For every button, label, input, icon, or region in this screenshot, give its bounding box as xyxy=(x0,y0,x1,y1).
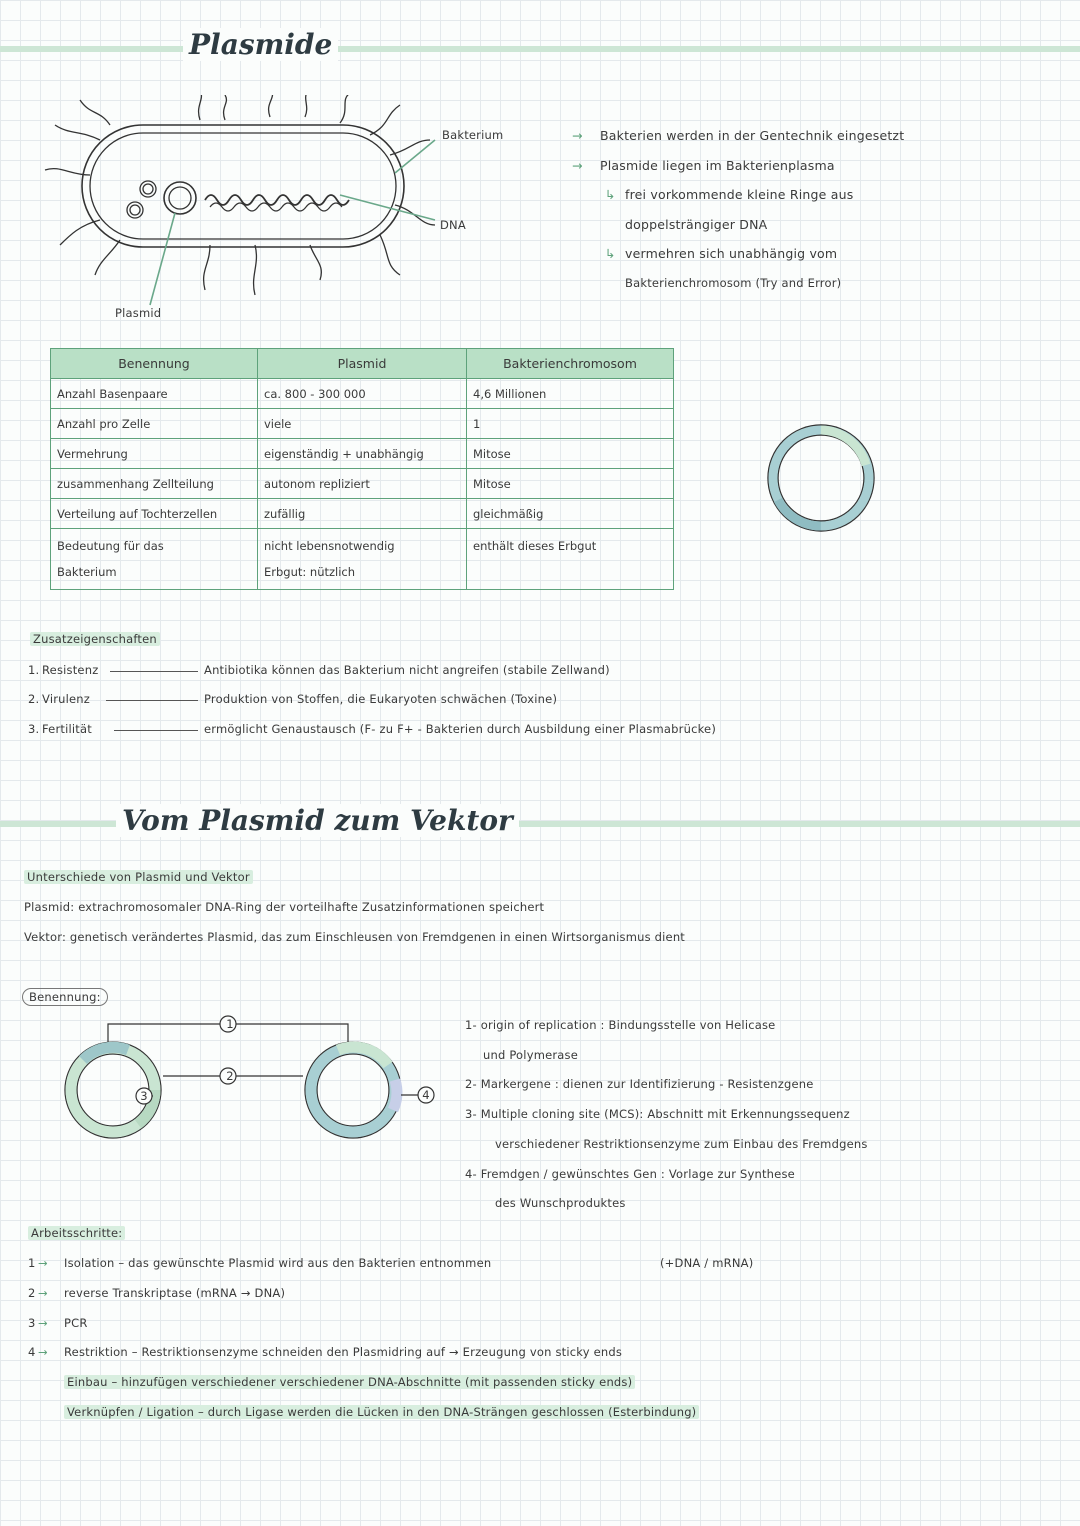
extra-desc: ermöglicht Genaustausch (F- zu F+ - Bakterien durch Ausbildung einer Plasmabrücke) xyxy=(204,722,717,736)
benennung-label: Benennung: xyxy=(22,988,108,1006)
table-cell: zufällig xyxy=(258,499,467,529)
sub-bullet-arrow: ↳ xyxy=(605,187,616,202)
flagellum xyxy=(95,240,120,275)
flagellum xyxy=(254,245,257,295)
section-title: Vom Plasmid zum Vektor xyxy=(116,804,519,837)
flagellum xyxy=(340,95,350,123)
step-number: 3 xyxy=(28,1316,36,1330)
table-cell: zusammenhang Zellteilung xyxy=(51,469,258,499)
plasmid-ring-right xyxy=(305,1042,401,1138)
bullet-text: Bakterienchromosom (Try and Error) xyxy=(625,276,842,290)
cell-wall-inner xyxy=(90,133,396,239)
definition-vektor: Vektor: genetisch verändertes Plasmid, das zum Einschleusen von Fremdgenen in einen Wirtsorganismus dient xyxy=(24,930,686,944)
table-cell: Mitose xyxy=(467,439,674,469)
table-cell: viele xyxy=(258,409,467,439)
legend-item: 1- origin of replication : Bindungsstelle von Helicase xyxy=(465,1018,776,1032)
table-cell: 4,6 Millionen xyxy=(467,379,674,409)
extra-num: 2. xyxy=(28,692,40,706)
extra-term: Fertilität xyxy=(42,722,92,736)
legend-item: und Polymerase xyxy=(483,1048,579,1062)
cell-wall-outer xyxy=(82,125,404,247)
bullet-text: frei vorkommende kleine Ringe aus xyxy=(625,187,854,202)
title-bar-left xyxy=(0,821,120,827)
label-bacterium: Bakterium xyxy=(442,128,504,142)
connector-line xyxy=(110,671,198,672)
table-cell: enthält dieses Erbgut xyxy=(467,529,674,590)
extra-term: Resistenz xyxy=(42,663,99,677)
extras-heading: Zusatzeigenschaften xyxy=(30,632,160,646)
step-text: Isolation – das gewünschte Plasmid wird aus den Bakterien entnommen xyxy=(64,1256,492,1270)
table-row xyxy=(51,409,674,439)
bacterium-illustration xyxy=(40,95,460,320)
legend-item: des Wunschproduktes xyxy=(495,1196,626,1210)
marker-3: 3 xyxy=(140,1089,148,1103)
marker-1: 1 xyxy=(226,1017,234,1031)
flagellum xyxy=(199,95,202,120)
table-cell: Anzahl Basenpaare xyxy=(51,379,258,409)
legend-item: 2- Markergene : dienen zur Identifizierung - Resistenzgene xyxy=(465,1077,814,1091)
table-cell: Mitose xyxy=(467,469,674,499)
table-header-row xyxy=(51,349,674,379)
table-cell: 1 xyxy=(467,409,674,439)
step-arrow: → xyxy=(38,1256,48,1270)
extra-num: 1. xyxy=(28,663,40,677)
table-row xyxy=(51,499,674,529)
flagellum xyxy=(269,95,273,117)
sub-bullet-arrow: ↳ xyxy=(605,246,616,261)
extra-desc: Produktion von Stoffen, die Eukaryoten schwächen (Toxine) xyxy=(204,692,558,706)
legend-item: 4- Fremdgen / gewünschtes Gen : Vorlage zur Synthese xyxy=(465,1167,795,1181)
flagellum xyxy=(370,105,400,135)
bullet-text: vermehren sich unabhängig vom xyxy=(625,246,838,261)
flagellum xyxy=(310,245,321,280)
step-number: 1 xyxy=(28,1256,36,1270)
flagellum xyxy=(305,95,308,117)
table-header: Plasmid xyxy=(258,349,467,379)
title-bar-right xyxy=(310,46,1080,52)
flagellum xyxy=(224,95,227,120)
step-text: reverse Transkriptase (mRNA → DNA) xyxy=(64,1286,286,1300)
table-cell xyxy=(51,529,258,590)
table-row xyxy=(51,529,674,590)
table-cell-line: Erbgut: nützlich xyxy=(264,565,356,579)
page-title: Plasmide xyxy=(183,28,338,61)
vector-diagram xyxy=(58,1010,448,1150)
table-cell: ca. 800 - 300 000 xyxy=(258,379,467,409)
flagellum xyxy=(80,100,110,125)
table-cell: Vermehrung xyxy=(51,439,258,469)
bullet-arrow: → xyxy=(572,158,583,173)
step-extra xyxy=(64,1405,699,1419)
bullet-text: Bakterien werden in der Gentechnik eingesetzt xyxy=(600,128,905,143)
steps-heading: Arbeitsschritte: xyxy=(28,1226,125,1240)
chromosome-dna xyxy=(205,195,349,205)
flagellum xyxy=(390,140,430,155)
table-cell-line: nicht lebensnotwendig xyxy=(264,539,395,553)
marker-4: 4 xyxy=(422,1088,430,1102)
step-note: (+DNA / mRNA) xyxy=(660,1256,754,1270)
table-row xyxy=(51,439,674,469)
step-number: 4 xyxy=(28,1345,36,1359)
bullet-text: doppelsträngiger DNA xyxy=(625,217,768,232)
extra-num: 3. xyxy=(28,722,40,736)
bullet-arrow: → xyxy=(572,128,583,143)
step-number: 2 xyxy=(28,1286,36,1300)
connector-line xyxy=(114,730,198,731)
step-arrow: → xyxy=(38,1286,48,1300)
step-text: Restriktion – Restriktionsenzyme schneiden den Plasmidring auf → Erzeugung von sticky ends xyxy=(64,1345,623,1359)
bullet-text: Plasmide liegen im Bakterienplasma xyxy=(600,158,835,173)
table-header: Bakterienchromosom xyxy=(467,349,674,379)
step-extra-text: Verknüpfen / Ligation – durch Ligase werden die Lücken in den DNA-Strängen geschlossen (Esterbindung) xyxy=(64,1405,699,1419)
table-row xyxy=(51,469,674,499)
legend-item: verschiedener Restriktionsenzyme zum Einbau des Fremdgens xyxy=(495,1137,868,1151)
label-plasmid: Plasmid xyxy=(115,306,162,320)
flagellum xyxy=(55,125,100,140)
table-cell xyxy=(258,529,467,590)
legend-item: 3- Multiple cloning site (MCS): Abschnitt mit Erkennungssequenz xyxy=(465,1107,850,1121)
table-cell-line: Bakterium xyxy=(57,565,117,579)
step-extra-text: Einbau – hinzufügen verschiedener verschiedener DNA-Abschnitte (mit passenden sticky ends) xyxy=(64,1375,635,1389)
label-dna: DNA xyxy=(440,218,466,232)
step-arrow: → xyxy=(38,1345,48,1359)
extra-desc: Antibiotika können das Bakterium nicht angreifen (stabile Zellwand) xyxy=(204,663,610,677)
table-cell-line: Bedeutung für das xyxy=(57,539,164,553)
step-extra xyxy=(64,1375,635,1389)
flagellum xyxy=(204,245,210,290)
marker-2: 2 xyxy=(226,1069,234,1083)
table-cell: eigenständig + unabhängig xyxy=(258,439,467,469)
table-cell: Verteilung auf Tochterzellen xyxy=(51,499,258,529)
comparison-table xyxy=(50,348,674,590)
definition-plasmid: Plasmid: extrachromosomaler DNA-Ring der vorteilhafte Zusatzinformationen speichert xyxy=(24,900,545,914)
step-arrow: → xyxy=(38,1316,48,1330)
differences-heading: Unterschiede von Plasmid und Vektor xyxy=(24,870,253,884)
plasmid-ring-illustration xyxy=(758,415,884,541)
step-text: PCR xyxy=(64,1316,88,1330)
table-cell: gleichmäßig xyxy=(467,499,674,529)
title-bar-left xyxy=(0,46,200,52)
table-header: Benennung xyxy=(51,349,258,379)
extra-term: Virulenz xyxy=(42,692,91,706)
table-cell: Anzahl pro Zelle xyxy=(51,409,258,439)
table-row xyxy=(51,379,674,409)
table-cell: autonom repliziert xyxy=(258,469,467,499)
title-bar-right xyxy=(450,821,1080,827)
connector-line xyxy=(106,700,198,701)
flagellum xyxy=(380,235,400,275)
